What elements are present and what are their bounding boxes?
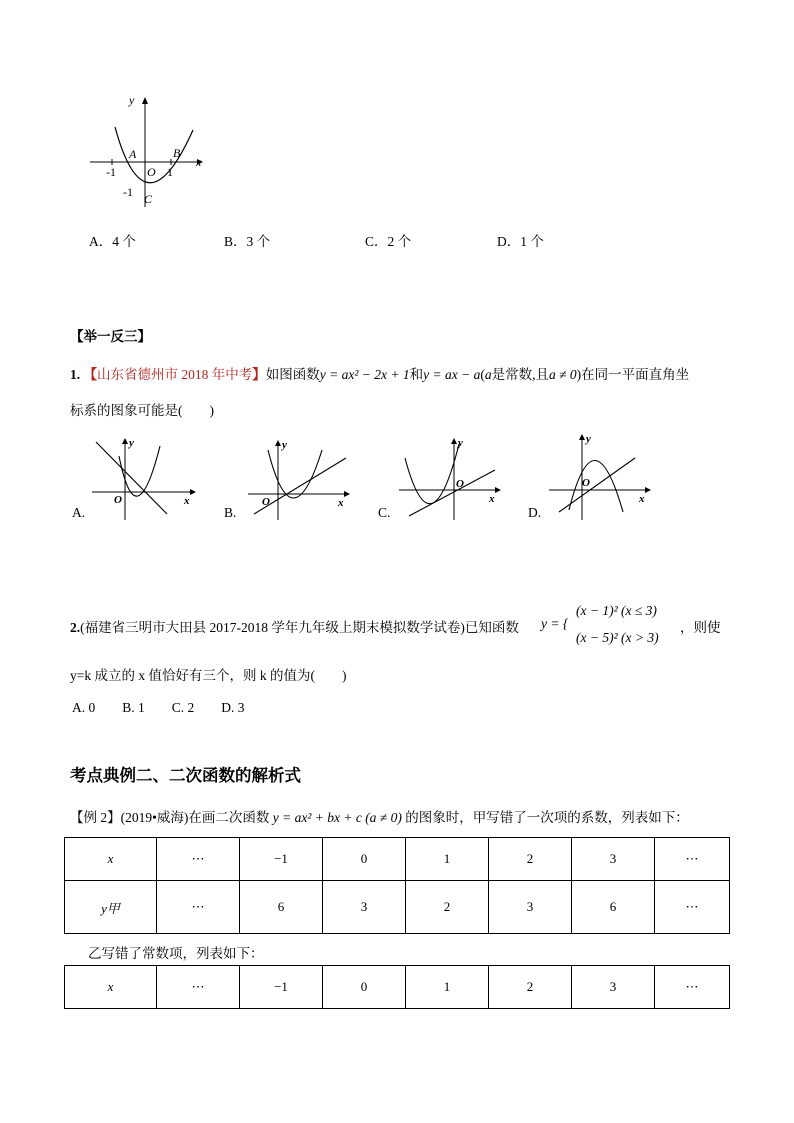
table-cell: 1 — [406, 838, 489, 881]
top-option-b: B．3 个 — [224, 234, 271, 249]
point-b-label: B — [173, 146, 181, 160]
q1-text1: 如图函数 — [265, 367, 320, 382]
q1-graph-d — [549, 430, 659, 520]
tick-neg1-x-label: -1 — [106, 165, 116, 179]
point-c-label: C — [144, 192, 153, 206]
q1-option-a: A. — [72, 505, 86, 520]
graph-c-y-arrow — [451, 438, 457, 444]
top-option-c: C．2 个 — [365, 234, 412, 249]
q1-number: 1. — [70, 367, 81, 382]
q1-text2: 和 — [409, 367, 424, 382]
example2-formula: y = ax² + bx + c (a ≠ 0) — [272, 810, 402, 825]
y-axis-arrow — [142, 97, 148, 104]
example2-text1: (2019•威海)在画二次函数 — [120, 810, 270, 825]
table-1 — [64, 837, 730, 934]
yi-text: 乙写错了常数项，列表如下： — [88, 946, 264, 961]
example2-label: 【例 2】 — [70, 810, 121, 825]
table-cell: ⋯ — [157, 838, 240, 881]
graph-c-y-label: y — [458, 437, 463, 449]
section-heading: 考点典例二、二次函数的解析式 — [70, 766, 301, 785]
graph-a-y-label: y — [129, 437, 134, 449]
x-axis-label: x — [196, 155, 202, 169]
table-cell: ⋯ — [655, 966, 730, 1009]
q2-func-prefix: y = { — [541, 616, 569, 631]
graph-d-y-arrow — [579, 434, 585, 440]
table-cell: −1 — [240, 966, 323, 1009]
table-cell: −1 — [240, 838, 323, 881]
graph-c-origin: O — [456, 478, 464, 490]
graph-c-line — [409, 470, 495, 516]
tick-1-x-label: 1 — [167, 165, 173, 179]
q1-option-d: D. — [528, 505, 542, 520]
table-cell: 1 — [406, 966, 489, 1009]
table-cell: 6 — [572, 881, 655, 934]
q2-number: 2. — [70, 620, 81, 635]
table-cell: 2 — [406, 881, 489, 934]
q1-option-c: C. — [378, 505, 391, 520]
graph-a-x-label: x — [184, 495, 190, 507]
q1-bracket-open: 【 — [83, 367, 97, 382]
q1-line1 — [70, 363, 689, 383]
graph-b-x-arrow — [344, 491, 350, 497]
q1-text4: 是常数,且 — [491, 367, 549, 382]
q1-formula1: y = ax² − 2x + 1 — [319, 367, 410, 382]
q1-a-var: a — [484, 367, 492, 382]
table-cell: 2 — [489, 966, 572, 1009]
table-cell: ⋯ — [655, 838, 730, 881]
graph-b-parabola — [268, 450, 322, 498]
origin-label: O — [147, 165, 156, 179]
table-cell: 0 — [323, 966, 406, 1009]
q2-case2: (x − 5)² (x > 3) — [576, 630, 659, 645]
q1-source: 山东省德州市 2018 年中考 — [97, 367, 253, 382]
q2-text2: ，则使 — [680, 620, 721, 635]
graph-d-x-label: x — [639, 493, 645, 505]
table-cell: 0 — [323, 838, 406, 881]
graph-c-x-arrow — [495, 487, 501, 493]
table-row — [65, 881, 730, 934]
table-cell: ⋯ — [157, 881, 240, 934]
table-cell: 2 — [489, 838, 572, 881]
graph-b-y-label: y — [282, 439, 287, 451]
tick-neg1-y-label: -1 — [123, 185, 133, 199]
q2-line1 — [70, 616, 519, 636]
table-cell: y甲 — [65, 881, 157, 934]
graph-b-x-label: x — [338, 497, 344, 509]
table-cell: x — [65, 838, 157, 881]
q1-text5: )在同一平面直角坐 — [576, 367, 690, 382]
table-cell: 3 — [323, 881, 406, 934]
q1-condition: a ≠ 0 — [548, 367, 577, 382]
q1-text3: ( — [480, 367, 485, 382]
graph-d-y-label: y — [586, 433, 591, 445]
graph-a-origin: O — [114, 494, 122, 506]
table-row — [65, 966, 730, 1009]
y-axis-label: y — [129, 93, 135, 107]
graph-c-x-label: x — [489, 493, 495, 505]
q2-options: A. 0 B. 1 C. 2 D. 3 — [72, 700, 245, 715]
graph-d-origin: O — [582, 477, 590, 489]
q2-line2: y=k 成立的 x 值恰好有三个，则 k 的值为( ) — [70, 668, 347, 683]
graph-b-y-arrow — [275, 440, 281, 446]
table-cell: 6 — [240, 881, 323, 934]
q1-graph-b — [248, 436, 358, 520]
table-row — [65, 838, 730, 881]
table-cell: 3 — [572, 966, 655, 1009]
q1-bracket-close: 】 — [252, 367, 266, 382]
table-cell: 3 — [489, 881, 572, 934]
q1-option-b: B. — [224, 505, 237, 520]
example2-text2: 的图象时，甲写错了一次项的系数，列表如下： — [405, 810, 689, 825]
section-title: 【举一反三】 — [70, 329, 151, 344]
q2-case1: (x − 1)² (x ≤ 3) — [576, 603, 657, 618]
graph-d-line — [559, 458, 635, 512]
q2-text1: (福建省三明市大田县 2017-2018 学年九年级上期末模拟数学试卷)已知函数 — [80, 620, 519, 635]
point-a-label: A — [129, 147, 137, 161]
example2-line — [70, 806, 689, 826]
top-option-a: A．4 个 — [89, 234, 136, 249]
graph-a-line — [96, 442, 167, 514]
q1-graph-c — [399, 436, 509, 520]
top-parabola-figure — [85, 92, 215, 212]
table-2 — [64, 965, 730, 1009]
graph-a-x-arrow — [190, 489, 196, 495]
graph-d-x-arrow — [645, 487, 651, 493]
table-cell: x — [65, 966, 157, 1009]
q1-formula2: y = ax − a — [423, 367, 481, 382]
table-cell: 3 — [572, 838, 655, 881]
top-option-d: D．1 个 — [497, 234, 544, 249]
graph-a-y-arrow — [122, 438, 128, 444]
graph-c-parabola — [405, 444, 459, 504]
graph-b-origin: O — [262, 496, 270, 508]
q1-line2: 标系的图象可能是( ) — [70, 403, 214, 418]
q1-graph-a — [92, 436, 202, 520]
table-cell: ⋯ — [655, 881, 730, 934]
table-cell: ⋯ — [157, 966, 240, 1009]
